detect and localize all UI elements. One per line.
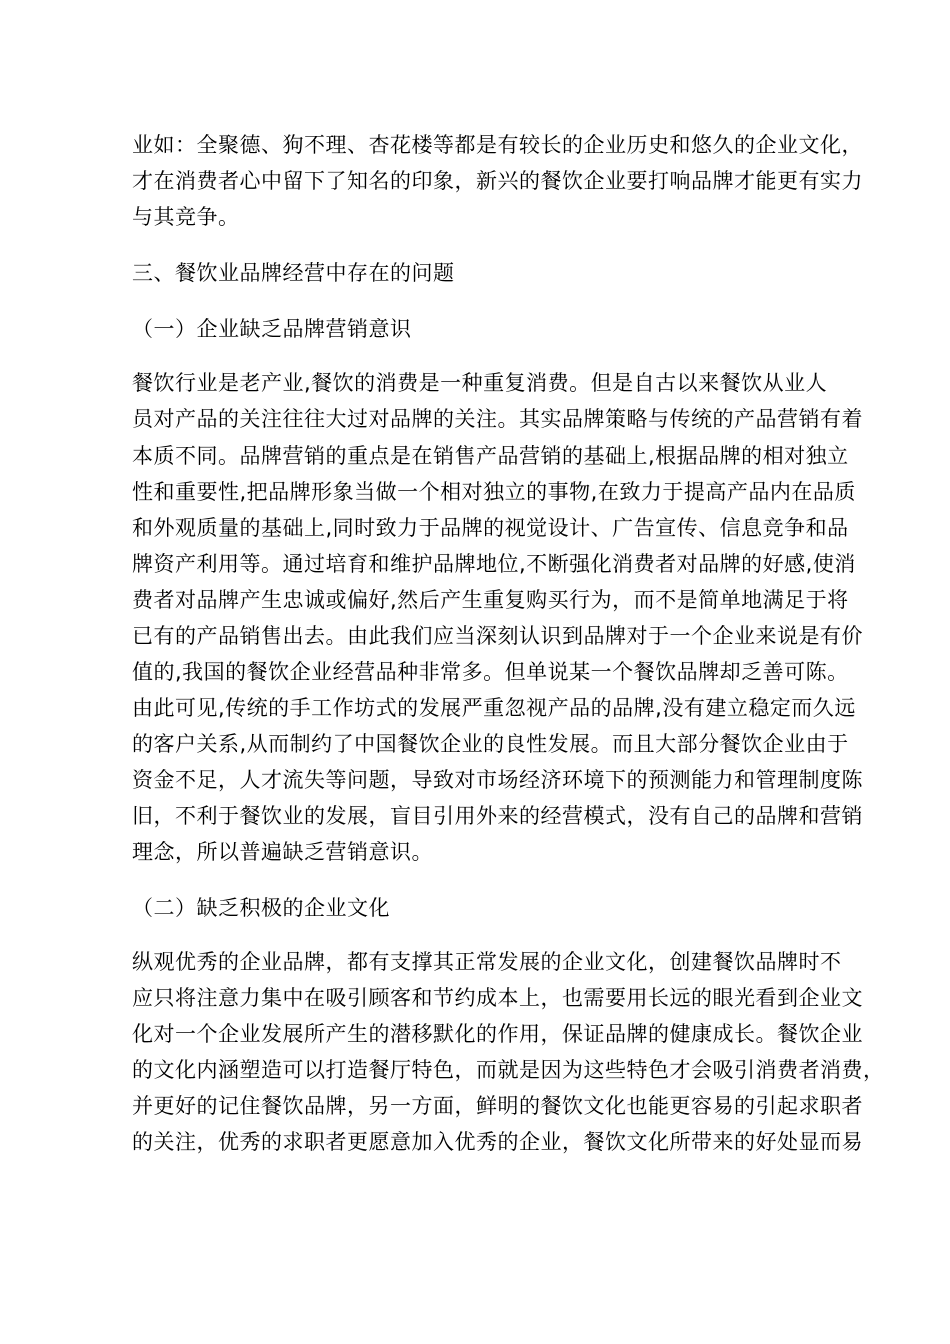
text-line: 旧，不利于餐饮业的发展，盲目引用外来的经营模式，没有自己的品牌和营销 (132, 804, 863, 828)
text-line: 应只将注意力集中在吸引顾客和节约成本上，也需要用长远的眼光看到企业文 (132, 986, 863, 1010)
text-line: 费者对品牌产生忠诚或偏好,然后产生重复购买行为，而不是简单地满足于将 (132, 588, 849, 612)
text-line: 化对一个企业发展所产生的潜移默化的作用，保证品牌的健康成长。餐饮企业 (132, 1022, 863, 1046)
text-line: 的关注，优秀的求职者更愿意加入优秀的企业，餐饮文化所带来的好处显而易 (132, 1130, 863, 1154)
text-line: 资金不足，人才流失等问题，导致对市场经济环境下的预测能力和管理制度陈 (132, 768, 863, 792)
text-line: 值的,我国的餐饮企业经营品种非常多。但单说某一个餐饮品牌却乏善可陈。 (132, 660, 849, 684)
text-line: 由此可见,传统的手工作坊式的发展严重忽视产品的品牌,没有建立稳定而久远 (132, 696, 856, 720)
text-line: 才在消费者心中留下了知名的印象，新兴的餐饮企业要打响品牌才能更有实力 (132, 169, 863, 193)
text-line: 本质不同。品牌营销的重点是在销售产品营销的基础上,根据品牌的相对独立 (132, 444, 849, 468)
text-line: 员对产品的关注往往大过对品牌的关注。其实品牌策略与传统的产品营销有着 (132, 407, 863, 431)
subsection-heading: （一）企业缺乏品牌营销意识 (132, 317, 412, 341)
text-line: 已有的产品销售出去。由此我们应当深刻认识到品牌对于一个企业来说是有价 (132, 624, 863, 648)
subsection-heading: （二）缺乏积极的企业文化 (132, 896, 390, 920)
text-line: 性和重要性,把品牌形象当做一个相对独立的事物,在致力于提高产品内在品质 (132, 480, 856, 504)
text-line: 和外观质量的基础上,同时致力于品牌的视觉设计、广告宣传、信息竞争和品 (132, 516, 849, 540)
text-line: 纵观优秀的企业品牌，都有支撑其正常发展的企业文化，创建餐饮品牌时不 (132, 950, 842, 974)
text-line: 理念，所以普遍缺乏营销意识。 (132, 840, 433, 864)
text-line: 的客户关系,从而制约了中国餐饮企业的良性发展。而且大部分餐饮企业由于 (132, 732, 849, 756)
text-line: 并更好的记住餐饮品牌，另一方面，鲜明的餐饮文化也能更容易的引起求职者 (132, 1094, 863, 1118)
text-line: 牌资产利用等。通过培育和维护品牌地位,不断强化消费者对品牌的好感,使消 (132, 552, 856, 576)
text-line: 与其竞争。 (132, 205, 240, 229)
section-heading: 三、餐饮业品牌经营中存在的问题 (132, 261, 455, 285)
text-line: 的文化内涵塑造可以打造餐厅特色，而就是因为这些特色才会吸引消费者消费， (132, 1058, 885, 1082)
text-line: 餐饮行业是老产业,餐饮的消费是一种重复消费。但是自古以来餐饮从业人 (132, 371, 828, 395)
text-line: 业如：全聚德、狗不理、杏花楼等都是有较长的企业历史和悠久的企业文化， (132, 133, 863, 157)
